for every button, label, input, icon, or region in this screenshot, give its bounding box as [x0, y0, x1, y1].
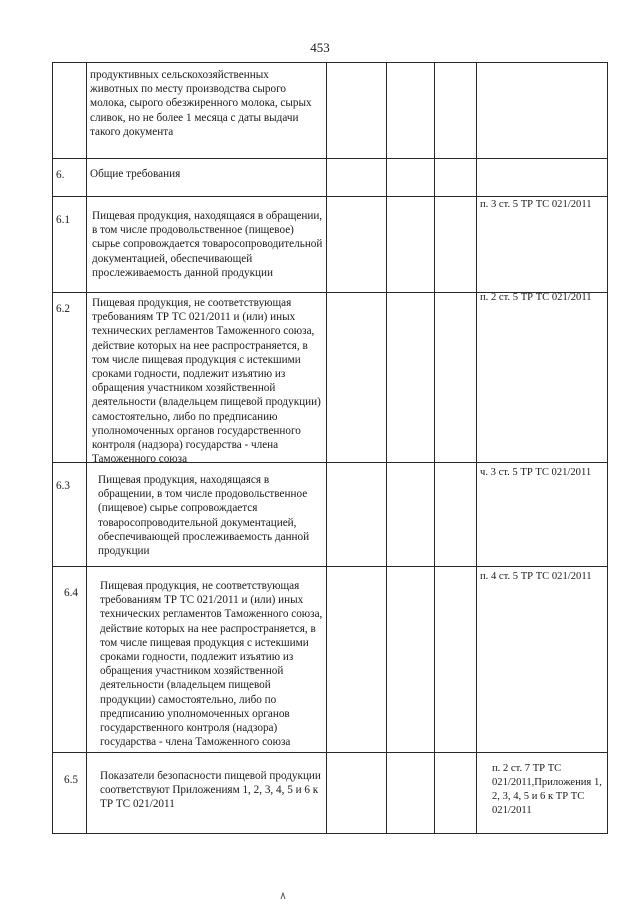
scan-mark: [280, 892, 286, 900]
row-text: Показатели безопасности пищевой продукции соответствуют Приложениям 1, 2, 3, 4, 5 и 6 к ТР ТС 021/2011: [100, 770, 321, 811]
column-divider-text: [326, 62, 327, 834]
row-text: Пищевая продукция, находящаяся в обращении, в том числе продовольственное (пищевое) сырье сопровождается товаросопроводительной документацией, обеспечивающей прослеживаемость данной продукции: [98, 474, 310, 558]
row-number: 6.5: [64, 774, 78, 786]
row-reference: ч. 3 ст. 5 ТР ТС 021/2011: [480, 467, 592, 478]
row-divider: [52, 566, 608, 567]
row-divider: [52, 158, 608, 159]
section-number: 6.: [56, 169, 65, 181]
table-border-right: [607, 62, 608, 834]
row-number: 6.3: [56, 480, 70, 492]
row-text: Пищевая продукция, не соответствующая требованиям ТР ТС 021/2011 и (или) иных технических регламентов Таможенного союза, действие которых на нее распространяется, в том числе пищевая продукция с истекшими сроками годности, подлежит изъятию из обращения участником хозяйственной деятельности (владельцем пищевой продукции) самостоятельно, либо по предписанию уполномоченных органов государственного контроля (надзора) государства - члена Таможенного союза: [92, 297, 321, 466]
table-border-left: [52, 62, 53, 834]
column-divider-ref: [476, 62, 477, 834]
row-reference: п. 2 ст. 5 ТР ТС 021/2011: [480, 292, 592, 303]
column-divider-3: [386, 62, 387, 834]
row-reference: п. 3 ст. 5 ТР ТС 021/2011: [480, 199, 592, 210]
column-divider-number: [86, 62, 87, 834]
row-divider: [52, 752, 608, 753]
row-number: 6.1: [56, 214, 70, 226]
row-divider: [52, 196, 608, 197]
row-text: Пищевая продукция, не соответствующая требованиям ТР ТС 021/2011 и (или) иных технических регламентов Таможенного союза, действие которых на нее распространяется, в том числе пищевая продукция с истекшими сроками годности, подлежит изъятию из обращения участником хозяйственной деятельности (владельцем пищевой продукции) самостоятельно, либо по предписанию уполномоченных органов государственного контроля (надзора) государства - члена Таможенного союза: [100, 580, 323, 749]
requirements-table: [52, 62, 608, 834]
row-number: 6.2: [56, 303, 70, 315]
continuation-text: продуктивных сельскохозяйственных животных по месту производства сырого молока, сырого обезжиренного молока, сырых сливок, но не более 1 месяца с даты выдачи такого документа: [90, 69, 312, 138]
section-title: Общие требования: [90, 168, 181, 180]
row-text: Пищевая продукция, находящаяся в обращении, в том числе продовольственное (пищевое) сырье сопровождается товаросопроводительной документацией, обеспечивающей прослеживаемость данной продукции: [92, 210, 323, 279]
table-border-top: [52, 62, 608, 63]
column-divider-4: [434, 62, 435, 834]
row-number: 6.4: [64, 587, 78, 599]
page-number: 453: [310, 40, 330, 55]
row-reference: п. 2 ст. 7 ТР ТС 021/2011,Приложения 1, 2, 3, 4, 5 и 6 к ТР ТС 021/2011: [492, 763, 602, 816]
row-reference: п. 4 ст. 5 ТР ТС 021/2011: [480, 571, 592, 582]
table-border-bottom: [52, 833, 608, 834]
